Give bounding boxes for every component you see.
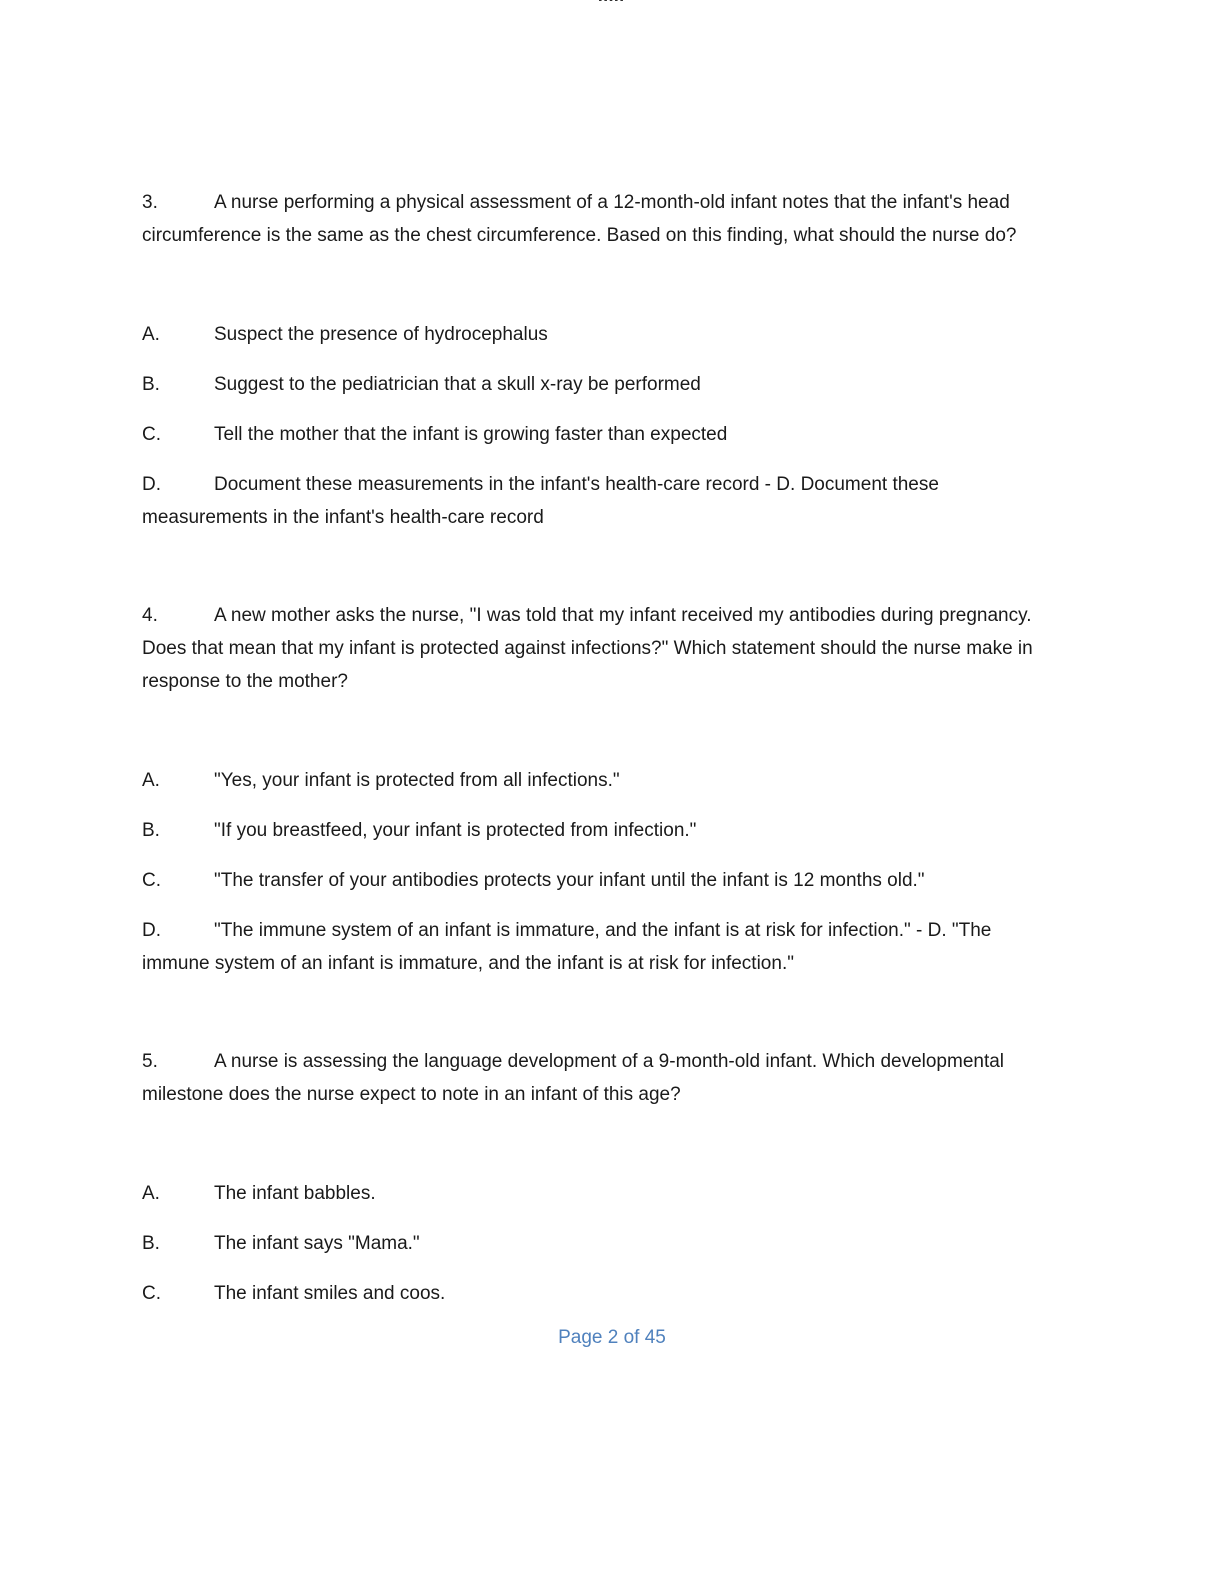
- option-b: [142, 814, 1053, 847]
- document-body: [142, 0, 1053, 1375]
- option-letter: A.: [142, 1183, 160, 1204]
- option-letter: C.: [142, 870, 161, 891]
- option-c: [142, 1277, 1053, 1310]
- option-text: Document these measurements in the infant's health-care record - D. Document these measurements in the infant's health-care record: [142, 474, 939, 528]
- option-letter: A.: [142, 770, 160, 791]
- clipped-header-text: -----: [598, 0, 626, 4]
- option-letter: C.: [142, 1283, 161, 1304]
- option-text: Tell the mother that the infant is growing faster than expected: [214, 424, 728, 445]
- option-letter: B.: [142, 820, 160, 841]
- option-a: [142, 318, 1053, 351]
- option-b: [142, 1227, 1053, 1260]
- option-text: The infant babbles.: [214, 1183, 376, 1204]
- option-text: "Yes, your infant is protected from all infections.": [214, 770, 620, 791]
- option-letter: C.: [142, 424, 161, 445]
- question-3: [142, 186, 1053, 534]
- question-stem: A nurse performing a physical assessment of a 12-month-old infant notes that the infant's head circumference is the same as the chest circumference. Based on this finding, what should the nurse do?: [142, 192, 1017, 246]
- option-text: Suspect the presence of hydrocephalus: [214, 324, 548, 345]
- option-letter: B.: [142, 374, 160, 395]
- option-text: "If you breastfeed, your infant is protected from infection.": [214, 820, 697, 841]
- option-letter: D.: [142, 920, 161, 941]
- question-5: [142, 1045, 1053, 1310]
- question-number: 3.: [142, 192, 158, 213]
- option-text: The infant smiles and coos.: [214, 1283, 446, 1304]
- question-number: 4.: [142, 605, 158, 626]
- option-b: [142, 368, 1053, 401]
- option-letter: A.: [142, 324, 160, 345]
- question-number: 5.: [142, 1051, 158, 1072]
- question-stem: A new mother asks the nurse, "I was told that my infant received my antibodies during pregnancy. Does that mean that my infant is protected against infections?" Which statement should the nurse make in response to the mother?: [142, 605, 1033, 692]
- option-d: [142, 468, 1053, 534]
- option-letter: B.: [142, 1233, 160, 1254]
- question-text: [142, 599, 1053, 698]
- option-text: "The transfer of your antibodies protects your infant until the infant is 12 months old.": [214, 870, 925, 891]
- option-a: [142, 1177, 1053, 1210]
- option-c: [142, 864, 1053, 897]
- option-c: [142, 418, 1053, 451]
- option-a: [142, 764, 1053, 797]
- question-stem: A nurse is assessing the language development of a 9-month-old infant. Which developmental milestone does the nurse expect to note in an infant of this age?: [142, 1051, 1005, 1105]
- question-text: [142, 186, 1053, 252]
- option-letter: D.: [142, 474, 161, 495]
- question-4: [142, 599, 1053, 980]
- question-text: [142, 1045, 1053, 1111]
- option-d: [142, 914, 1053, 980]
- page-number-footer: Page 2 of 45: [558, 1327, 666, 1348]
- option-text: Suggest to the pediatrician that a skull x-ray be performed: [214, 374, 701, 395]
- option-text: The infant says "Mama.": [214, 1233, 420, 1254]
- option-text: "The immune system of an infant is immature, and the infant is at risk for infection." - D. "The immune system of an infant is immature, and the infant is at risk for infection.": [142, 920, 992, 974]
